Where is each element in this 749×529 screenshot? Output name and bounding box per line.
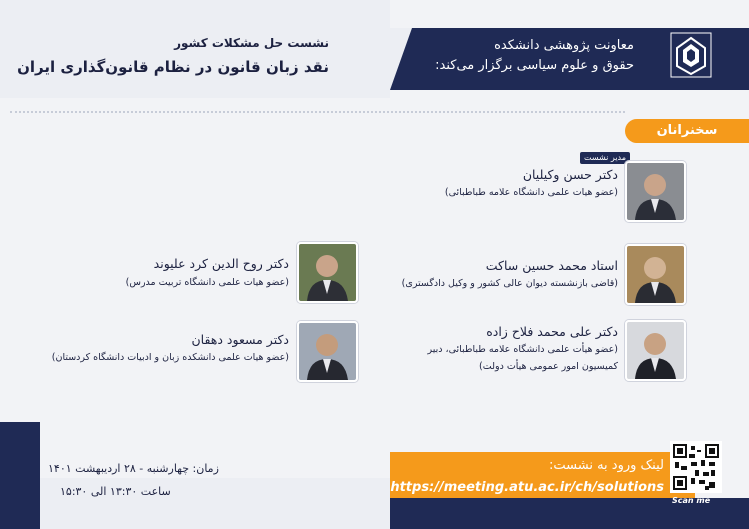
speaker-name: دکتر مسعود دهقان [191, 332, 289, 347]
event-time: ساعت ۱۳:۳۰ الی ۱۵:۳۰ [60, 485, 171, 498]
event-series-title: نشست حل مشکلات کشور [174, 36, 329, 50]
speaker-photo [625, 161, 686, 222]
speaker-affiliation: (قاضی بازنشسته دیوان عالی کشور و وکیل دادگستری) [401, 278, 618, 289]
person-photo-icon [627, 246, 684, 303]
speaker-affiliation: (عضو هیات علمی دانشگاه علامه طباطبائی) [444, 187, 618, 198]
scan-me-label: Scan me [672, 496, 711, 505]
header-banner-notch [390, 28, 412, 90]
footer-left-accent [0, 422, 40, 529]
speaker-name: دکتر حسن وکیلیان [522, 167, 618, 182]
dotted-divider [10, 111, 625, 113]
speaker-affiliation: (عضو هیات علمی دانشکده زبان و ادبیات دانشگاه کردستان) [51, 352, 289, 363]
speaker-affiliation: (عضو هیات علمی دانشگاه تربیت مدرس) [125, 277, 289, 288]
organizer-line-1: معاونت پژوهشی دانشکده [494, 38, 634, 53]
event-date: زمان: چهارشنبه - ۲۸ اردیبهشت ۱۴۰۱ [48, 462, 219, 475]
speakers-heading: سخنرانان [625, 119, 749, 143]
speaker-affiliation: (عضو هیأت علمی دانشگاه علامه طباطبائی، دبیر [427, 344, 618, 355]
university-logo-icon [670, 32, 712, 78]
speaker-name: استاد محمد حسین ساکت [485, 258, 618, 273]
speaker-photo [625, 244, 686, 305]
person-photo-icon [299, 323, 356, 380]
speaker-photo [625, 320, 686, 381]
qr-code-icon[interactable] [670, 441, 722, 493]
speaker-name: دکتر روح الدین کرد علیوند [153, 256, 289, 271]
speaker-photo [297, 321, 358, 382]
link-label: لینک ورود به نشست: [548, 458, 664, 473]
organizer-line-2: حقوق و علوم سیاسی برگزار می‌کند: [435, 58, 634, 73]
person-photo-icon [627, 163, 684, 220]
speaker-name: دکتر علی محمد فلاح زاده [486, 324, 618, 339]
event-title: نقد زبان قانون در نظام قانون‌گذاری ایران [17, 58, 329, 76]
speaker-photo [297, 242, 358, 303]
meeting-link[interactable]: https://meeting.atu.ac.ir/ch/solutions [390, 480, 664, 495]
speaker-affiliation-line2: کمیسیون امور عمومی هیأت دولت) [479, 361, 618, 372]
moderator-badge: مدیر نشست [580, 152, 630, 164]
person-photo-icon [627, 322, 684, 379]
person-photo-icon [299, 244, 356, 301]
